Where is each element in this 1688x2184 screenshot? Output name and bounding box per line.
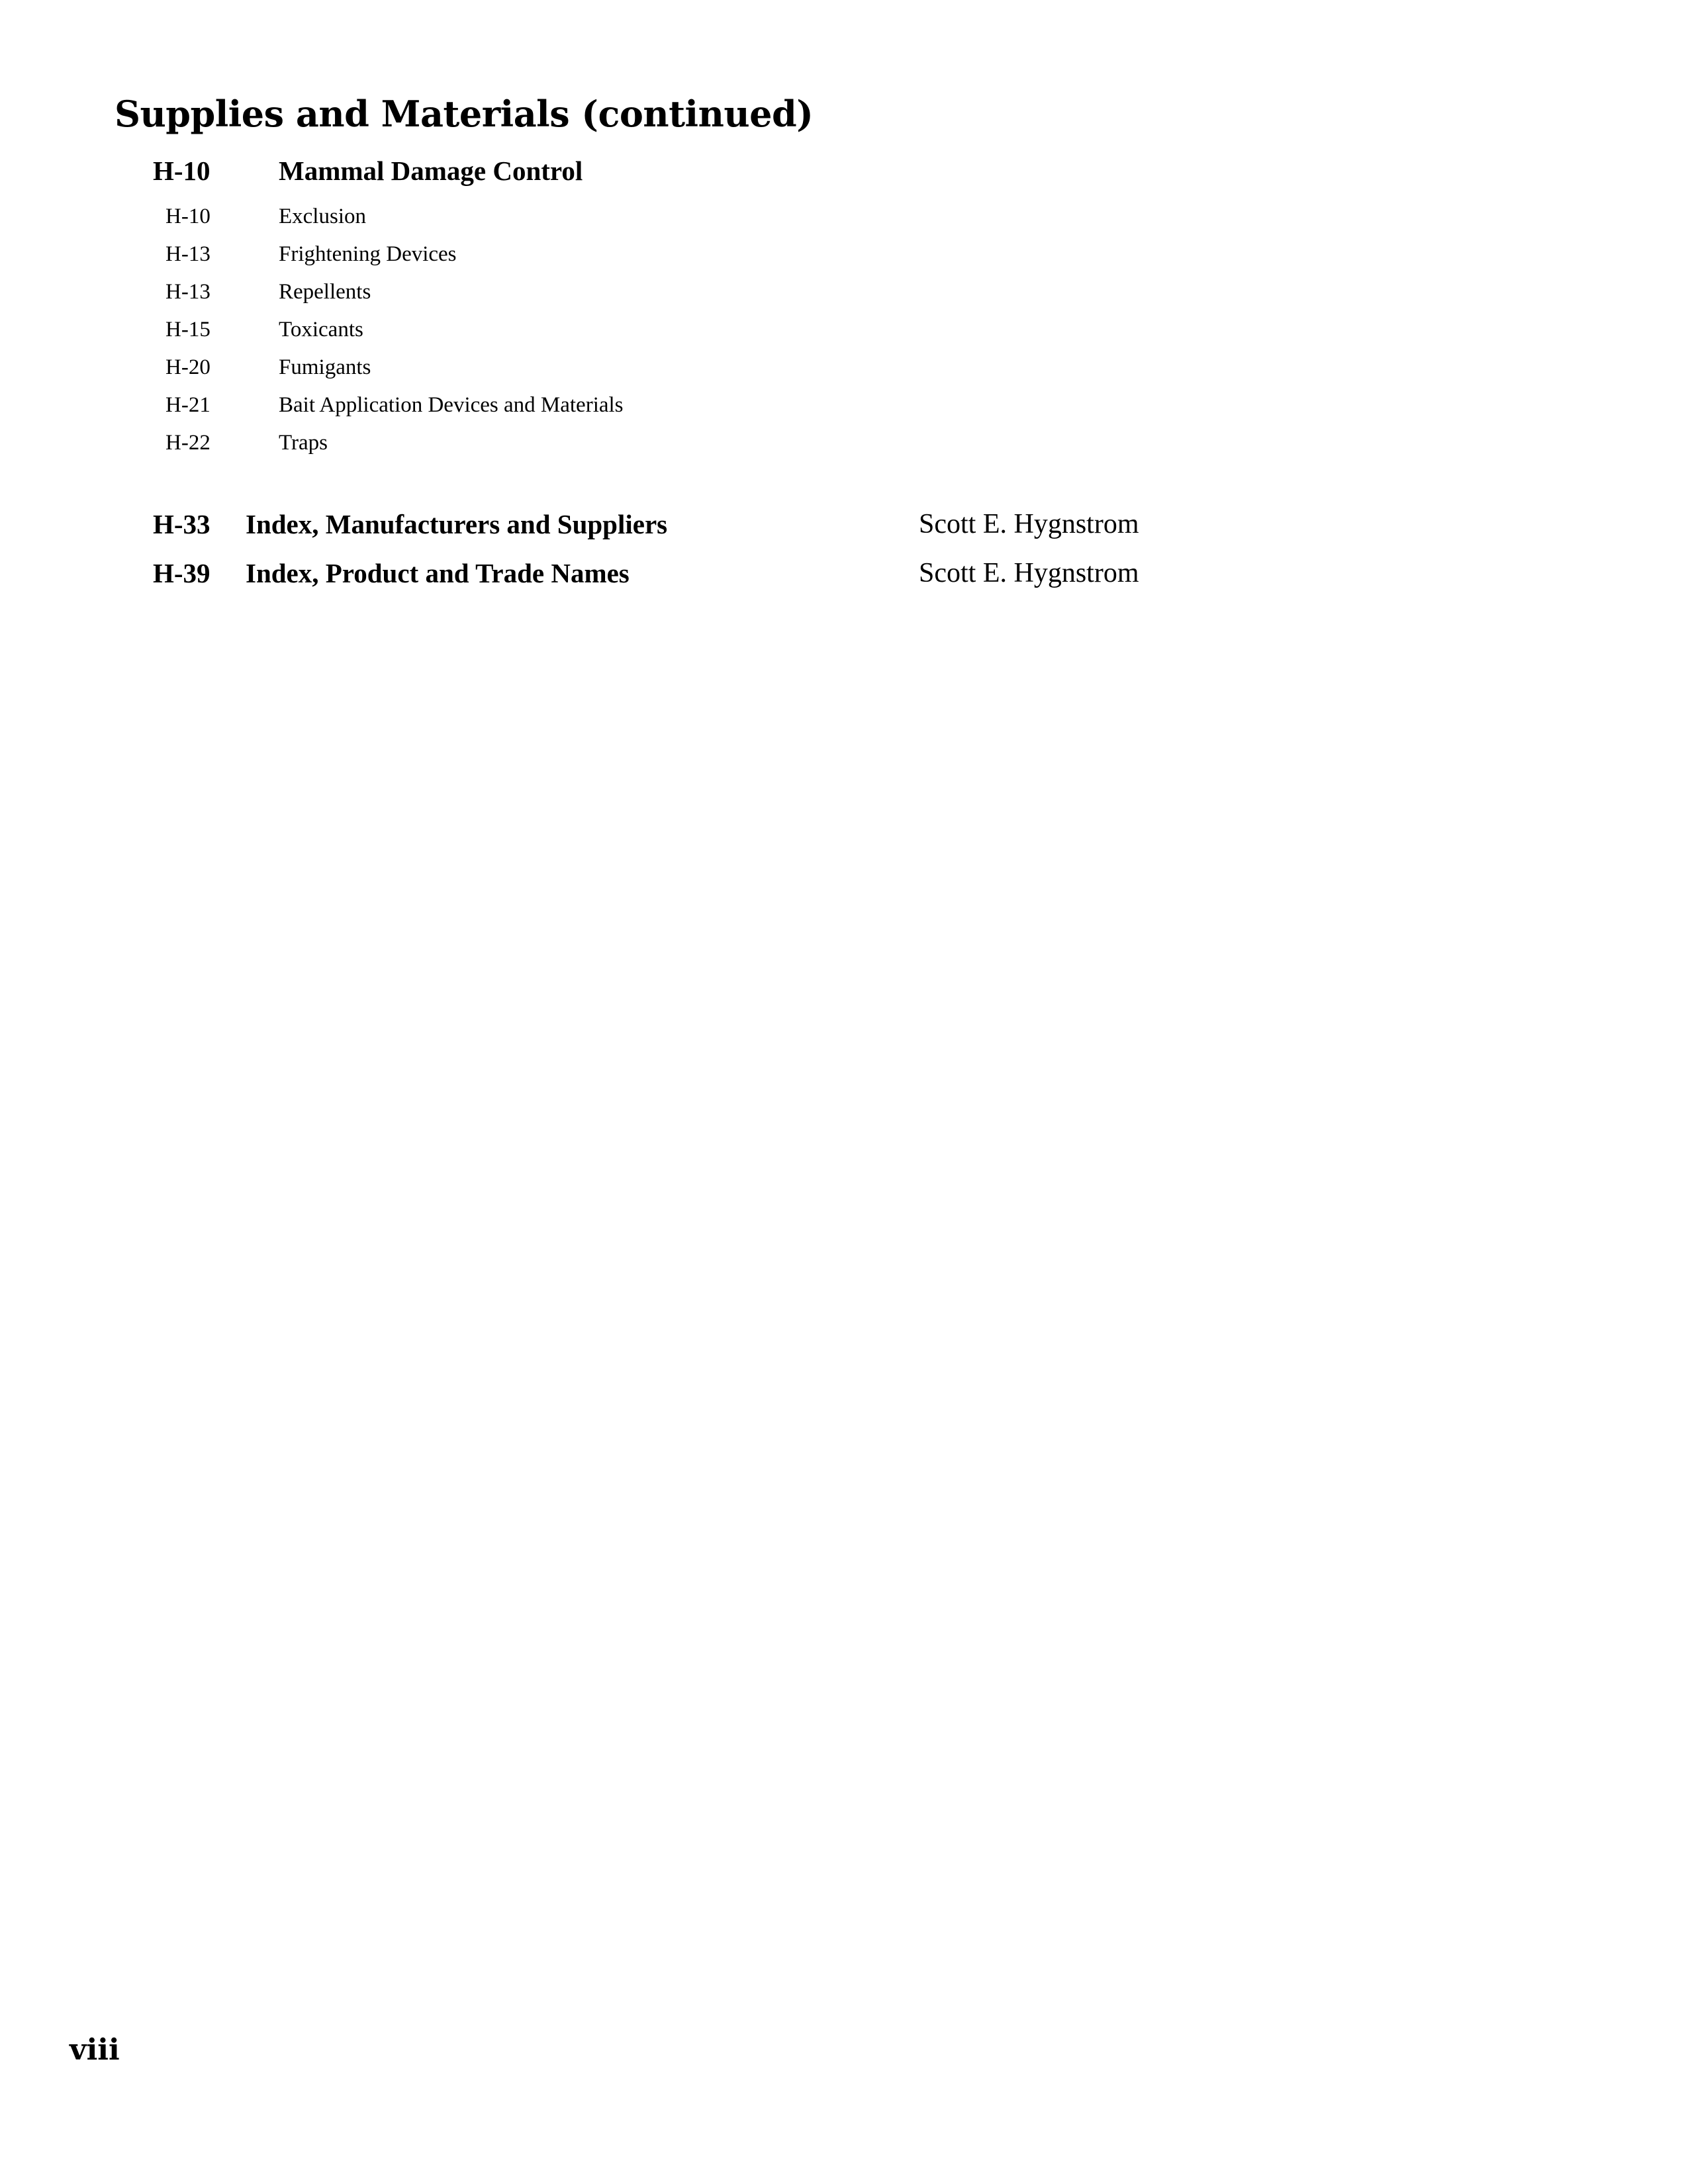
subsection-code: H-22: [165, 431, 211, 455]
list-item: [0, 424, 1688, 462]
index-code: H-39: [153, 558, 211, 588]
list-item: [0, 387, 1688, 424]
index-title: Index, Product and Trade Names: [246, 558, 630, 588]
index-author: Scott E. Hygnstrom: [919, 509, 1139, 539]
section-title: Mammal Damage Control: [279, 156, 583, 186]
subsection-label: Frightening Devices: [279, 242, 457, 266]
subsection-label: Repellents: [279, 280, 371, 304]
list-item: [0, 236, 1688, 273]
index-entries: [0, 504, 1688, 602]
index-author: Scott E. Hygnstrom: [919, 558, 1139, 588]
page-number: viii: [70, 2033, 120, 2067]
index-title: Index, Manufacturers and Suppliers: [246, 509, 668, 539]
subsection-label: Bait Application Devices and Materials: [279, 393, 624, 417]
page-title: Supplies and Materials (continued): [115, 93, 814, 135]
subsection-label: Traps: [279, 431, 328, 455]
subsection-label: Exclusion: [279, 205, 366, 228]
section-code: H-10: [153, 156, 211, 186]
subsection-label: Toxicants: [279, 318, 363, 341]
subsection-label: Fumigants: [279, 355, 371, 379]
list-item: [0, 311, 1688, 349]
list-item: [0, 198, 1688, 236]
subsection-code: H-13: [165, 280, 211, 304]
subsection-code: H-15: [165, 318, 211, 341]
list-item: [0, 349, 1688, 387]
section-heading: [0, 151, 1688, 191]
index-entry-product-names: [0, 553, 1688, 602]
subsection-code: H-20: [165, 355, 211, 379]
list-item: [0, 273, 1688, 311]
subsection-code: H-10: [165, 205, 211, 228]
index-entry-manufacturers: [0, 504, 1688, 553]
subsection-code: H-13: [165, 242, 211, 266]
subsection-code: H-21: [165, 393, 211, 417]
index-code: H-33: [153, 509, 211, 539]
subsection-list: [0, 198, 1688, 462]
